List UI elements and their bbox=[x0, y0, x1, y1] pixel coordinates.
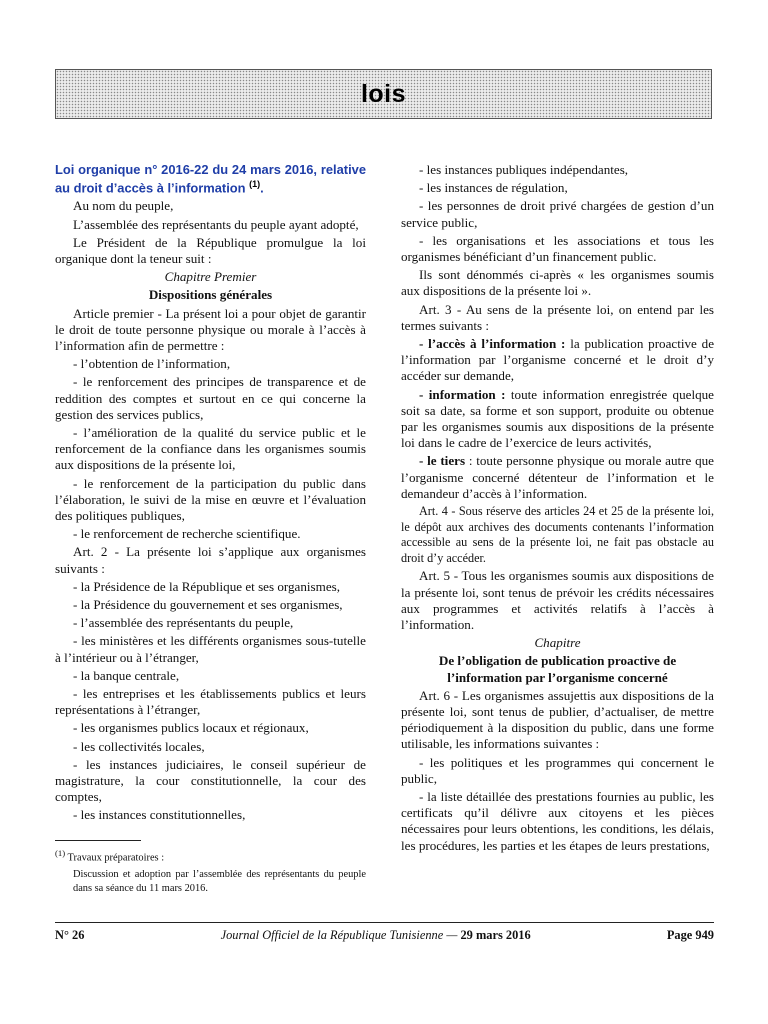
definition-term: - le tiers bbox=[419, 453, 466, 469]
definition-text: toute information enregistrée quelque soit sa date, sa forme et son support, produite ou obtenue par les organismes soumis aux dispositions de la présente loi dans le cadre de l’exercice de leurs activités, bbox=[401, 386, 714, 451]
paragraph: Art. 2 - La présente loi s’applique aux organismes suivants : bbox=[55, 544, 366, 576]
chapter-heading: Chapitre Premier bbox=[164, 269, 257, 285]
issue-number: N° 26 bbox=[55, 928, 85, 942]
list-item: - le renforcement des principes de transparence et de reddition des comptes et surtout en ce qui concerne la gestion des services publics, bbox=[55, 374, 366, 422]
section-heading: Dispositions générales bbox=[148, 287, 273, 303]
list-item: - l’assemblée des représentants du peuple, bbox=[73, 615, 294, 631]
list-item: - les ministères et les différents organismes sous-tutelle à l’intérieur ou à l’étranger, bbox=[55, 633, 366, 665]
list-item: - les instances publiques indépendantes, bbox=[419, 162, 629, 177]
list-item: - la liste détaillée des prestations fournies au public, les certificats qu’il délivre aux citoyens et les pièces nécessaires pour leurs obtentions, les conditions, les délais, les procédures, les parties et les étapes de leurs prestations, bbox=[401, 789, 714, 853]
footnote bbox=[55, 847, 366, 895]
left-column bbox=[55, 162, 366, 826]
page-number: Page 949 bbox=[666, 928, 714, 942]
paragraph: Art. 5 - Tous les organismes soumis aux dispositions de la présente loi, sont tenus de prévoir les crédits nécessaires aux programmes et activités relatifs à l’accès à l’information. bbox=[401, 568, 714, 633]
paragraph: Art. 4 - Sous réserve des articles 24 et 25 de la présente loi, le dépôt aux archives des documents contenants l’information accessible au sens de la présente loi, ne fait pas obstacle au droit d’y accéder. bbox=[401, 504, 714, 565]
paragraph: Ils sont dénommés ci-après « les organismes soumis aux dispositions de la présente loi ». bbox=[401, 267, 714, 299]
paragraph: L’assemblée des représentants du peuple ayant adopté, bbox=[73, 216, 359, 232]
definition-term: - l’accès à l’information : bbox=[419, 336, 566, 352]
list-item: - le renforcement de recherche scientifique. bbox=[73, 526, 301, 542]
footnote-divider bbox=[55, 840, 141, 841]
list-item: - les collectivités locales, bbox=[73, 738, 205, 754]
definition bbox=[401, 336, 714, 385]
list-item: - la Présidence du gouvernement et ses organismes, bbox=[73, 596, 343, 612]
list-item: - les politiques et les programmes qui concernent le public, bbox=[401, 754, 714, 786]
chapter-heading: Chapitre bbox=[534, 635, 581, 651]
footnote-title: Travaux préparatoires : bbox=[67, 852, 165, 864]
section-banner bbox=[55, 69, 712, 119]
list-item: - les entreprises et les établissements publics et leurs représentations à l’étranger, bbox=[55, 685, 366, 718]
right-column bbox=[401, 162, 714, 856]
footnote-body: Discussion et adoption par l’assemblée des représentants du peuple dans sa séance du 11 mars 2016. bbox=[73, 869, 366, 894]
law-title bbox=[55, 162, 366, 195]
definition-text: : toute personne physique ou morale autre que l’organisme concerné détenteur de l’information et le demandeur d’accès à l’information. bbox=[401, 453, 714, 501]
law-title-text: Loi organique n° 2016-22 du 24 mars 2016, relative au droit d’accès à l’information bbox=[55, 162, 366, 196]
list-item: - les instances judiciaires, le conseil supérieur de magistrature, la cour constitutionnelle, la cour des comptes, bbox=[55, 756, 366, 805]
journal-name bbox=[221, 928, 531, 943]
list-item: - la Présidence de la République et ses organismes, bbox=[73, 578, 341, 594]
paragraph: Art. 3 - Au sens de la présente loi, on entend par les termes suivants : bbox=[401, 301, 714, 333]
list-item: - les organismes publics locaux et régionaux, bbox=[73, 720, 309, 736]
list-item: - l’amélioration de la qualité du service public et le renforcement de la confiance dans les organismes soumis aux dispositions de la présente loi, bbox=[55, 424, 366, 473]
list-item: - la banque centrale, bbox=[73, 667, 180, 683]
list-item: - le renforcement de la participation du public dans l’élaboration, le suivi de la mise en œuvre et l’évaluation des politiques publiques, bbox=[55, 475, 366, 523]
section-heading: De l’obligation de publication proactive de l’information par l’organisme concerné bbox=[438, 653, 677, 685]
list-item: - les instances de régulation, bbox=[419, 180, 568, 196]
paragraph: Article premier - La présent loi a pour objet de garantir le droit de toute personne physique ou morale à l’accès à l’information afin de permettre : bbox=[55, 305, 366, 353]
page-footer bbox=[55, 928, 714, 943]
definition bbox=[401, 387, 714, 452]
paragraph: Le Président de la République promulgue la loi organique dont la teneur suit : bbox=[55, 234, 366, 266]
paragraph: Art. 6 - Les organismes assujettis aux dispositions de la présente loi, sont tenus de publier, d’actualiser, de mettre périodiquement à la disposition du public, dans une forme utilisable, les informations suivantes : bbox=[401, 687, 714, 752]
list-item: - les personnes de droit privé chargées de gestion d’un service public, bbox=[401, 198, 714, 230]
list-item: - l’obtention de l’information, bbox=[73, 356, 231, 372]
definition bbox=[401, 453, 714, 502]
issue-date: 29 mars 2016 bbox=[460, 928, 531, 942]
footer-divider bbox=[55, 922, 714, 923]
law-title-end: . bbox=[260, 180, 264, 196]
list-item: - les instances constitutionnelles, bbox=[73, 807, 246, 823]
footnote-ref: (1) bbox=[249, 179, 261, 189]
journal-title: Journal Officiel de la République Tunisienne — bbox=[220, 928, 458, 942]
footnote-marker: (1) bbox=[55, 848, 66, 858]
definition-term: - information : bbox=[419, 386, 506, 402]
section-title-lois: lois bbox=[360, 79, 407, 108]
footnote-heading bbox=[55, 847, 366, 865]
list-item: - les organisations et les associations et tous les organismes bénéficiant d’un financement public. bbox=[401, 232, 714, 265]
definition-text: la publication proactive de l’information par l’organisme concerné et le droit d’y accéder sur demande, bbox=[401, 336, 715, 384]
paragraph: Au nom du peuple, bbox=[73, 198, 174, 214]
